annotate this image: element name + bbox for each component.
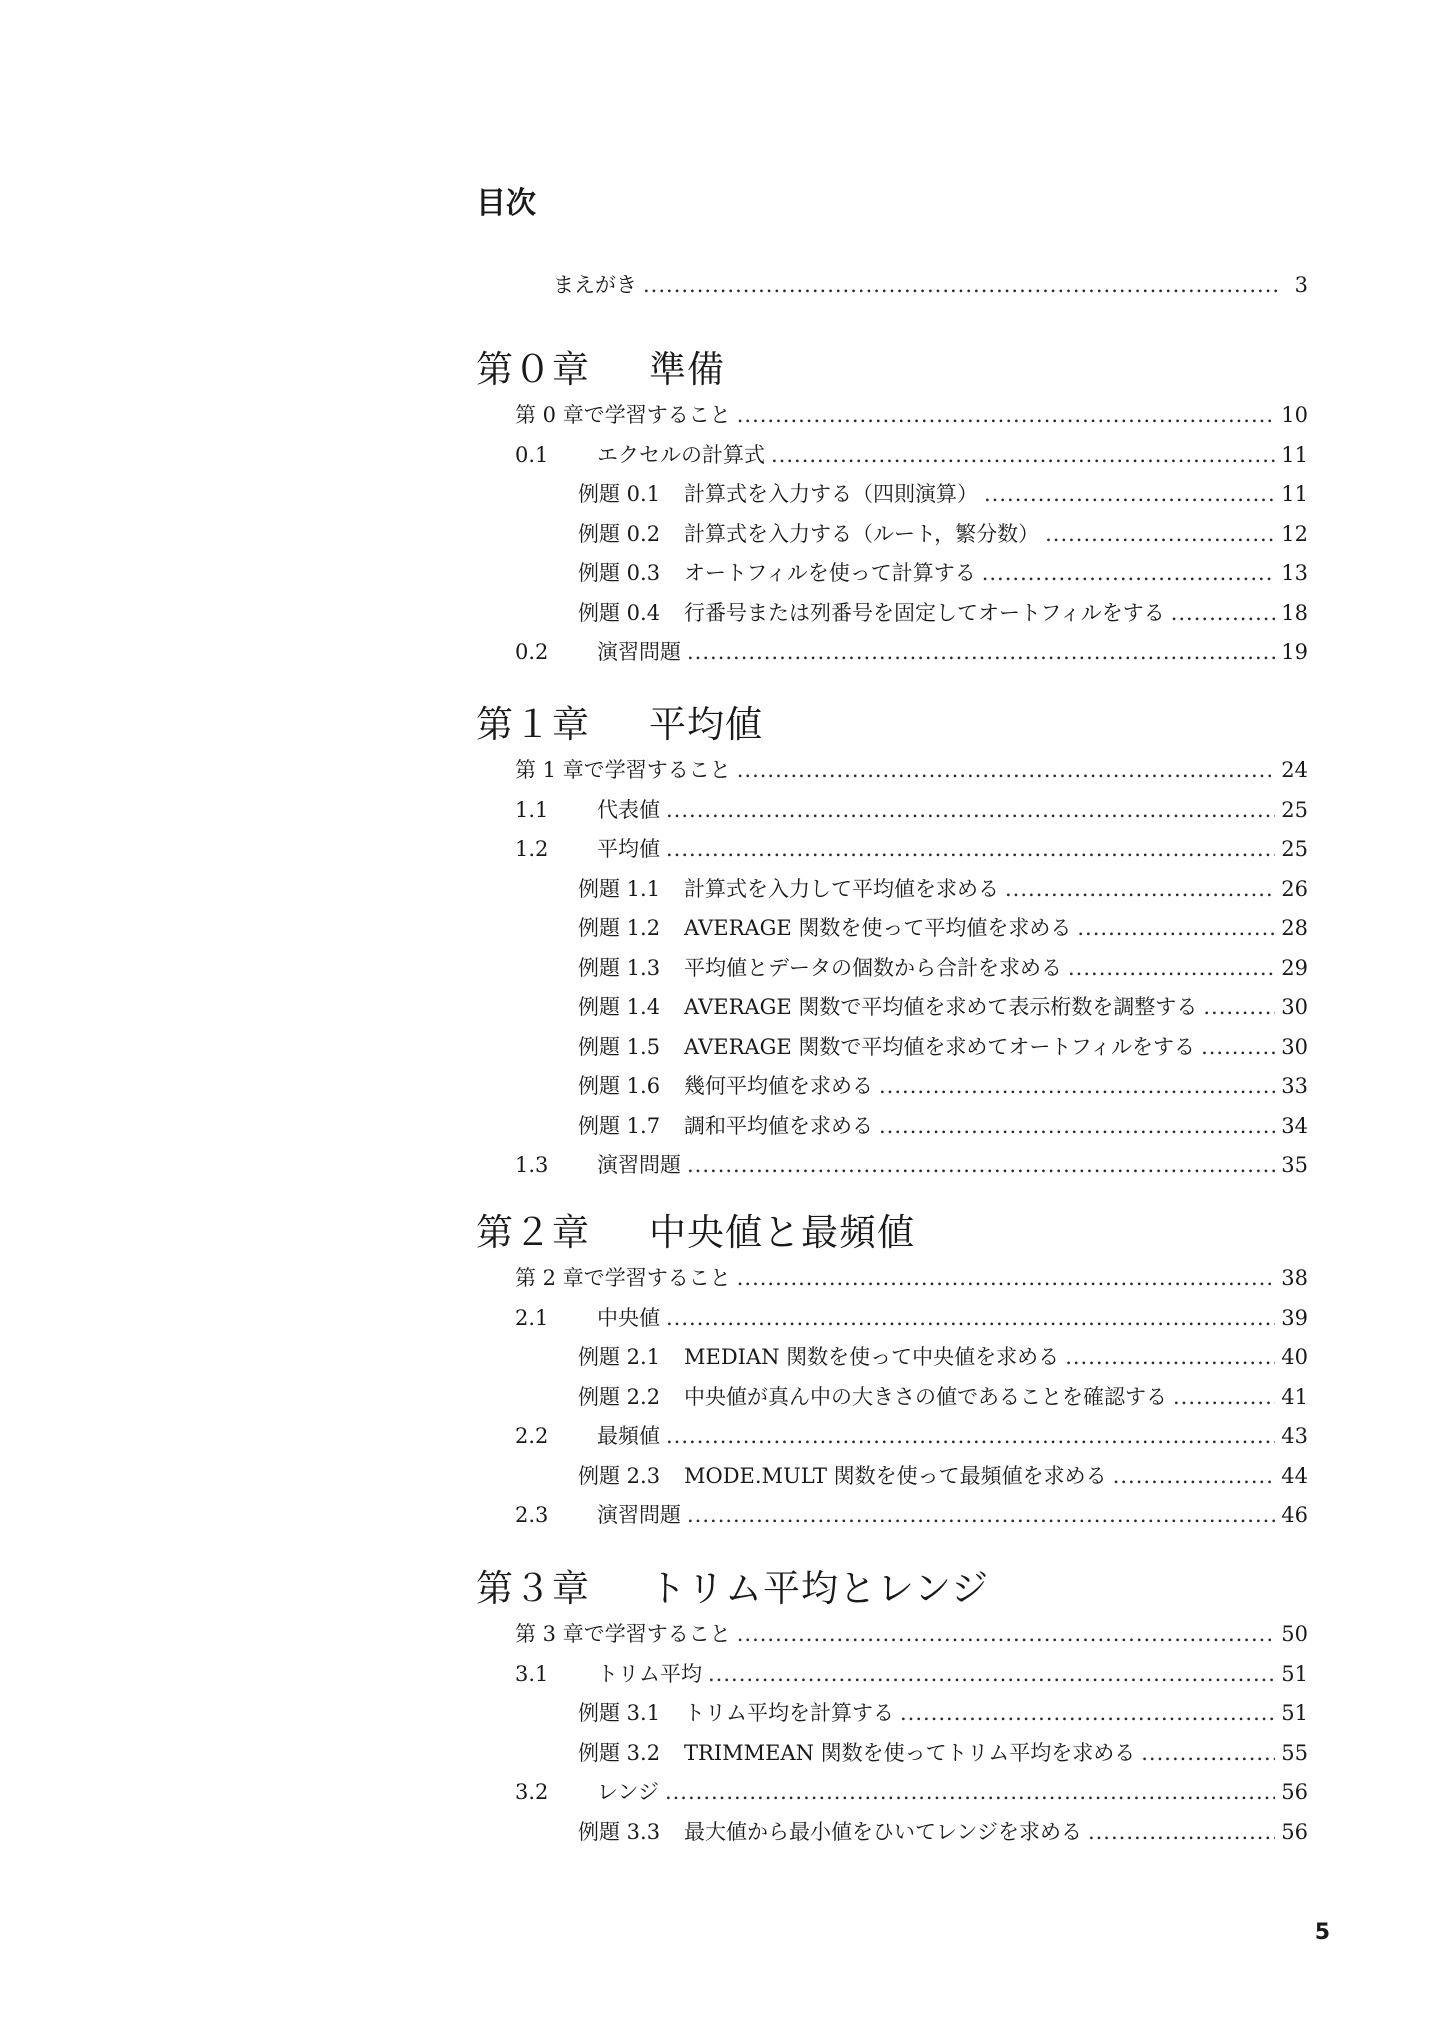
section-number: 3.1	[515, 1661, 549, 1686]
toc-title: 目次	[476, 186, 536, 221]
entry-page-number: 40	[1281, 1345, 1308, 1369]
chapter-block	[476, 1555, 1308, 1852]
entry-page-number: 3	[1294, 273, 1308, 297]
toc-entry-intro[interactable]	[515, 396, 1308, 436]
entry-label: 平均値	[597, 837, 660, 861]
entry-label: 行番号または列番号を固定してオートフィルをする	[684, 600, 1165, 625]
example-number: 例題 3.1	[578, 1701, 661, 1725]
leader-dots	[687, 1146, 1275, 1186]
section-number: 2.3	[515, 1503, 549, 1527]
entry-label: AVERAGE 関数で平均値を求めて表示桁数を調整する	[684, 995, 1198, 1019]
entry-label: 代表値	[597, 797, 660, 822]
leader-dots	[666, 830, 1275, 870]
leader-dots	[1171, 594, 1276, 634]
example-number: 例題 0.4	[578, 600, 661, 625]
example-number: 例題 0.2	[578, 521, 661, 546]
section-number: 1.3	[515, 1153, 549, 1177]
chapter-heading[interactable]	[476, 1555, 1308, 1615]
leader-dots	[982, 554, 1276, 594]
entry-page-number: 46	[1281, 1503, 1308, 1527]
toc-entry-example[interactable]	[578, 594, 1308, 634]
entry-label: 中央値	[597, 1305, 660, 1330]
entry-page-number: 10	[1281, 403, 1308, 427]
toc-entry-example[interactable]	[578, 1734, 1308, 1774]
toc-entry-section[interactable]	[515, 436, 1308, 476]
chapter-number: 第２章	[476, 1211, 590, 1254]
toc-entry-example[interactable]	[578, 870, 1308, 910]
toc-entry-example[interactable]	[578, 1813, 1308, 1853]
example-number: 例題 2.3	[578, 1463, 661, 1488]
entry-page-number: 44	[1281, 1463, 1308, 1488]
entry-page-number: 55	[1281, 1740, 1308, 1765]
entry-label: AVERAGE 関数を使って平均値を求める	[684, 916, 1072, 940]
toc-entry-section[interactable]	[515, 791, 1308, 831]
entry-label: 演習問題	[597, 1503, 681, 1527]
entry-label: 演習問題	[597, 1153, 681, 1177]
chapter-number: 第３章	[476, 1567, 590, 1610]
section-number: 0.1	[515, 442, 549, 467]
leader-dots	[665, 1773, 1275, 1813]
leader-dots	[1068, 949, 1275, 989]
entry-page-number: 28	[1281, 916, 1308, 940]
entry-page-number: 56	[1281, 1819, 1308, 1844]
chapter-title: 中央値と最頻値	[649, 1211, 915, 1254]
leader-dots	[643, 266, 1282, 306]
entry-label: MEDIAN 関数を使って中央値を求める	[684, 1345, 1060, 1369]
entry-label: トリム平均を計算する	[684, 1701, 894, 1725]
chapter-block	[476, 336, 1308, 673]
entry-page-number: 11	[1281, 442, 1308, 467]
leader-dots	[1173, 1378, 1275, 1418]
leader-dots	[1077, 909, 1275, 949]
section-number: 1.1	[515, 797, 549, 822]
entry-label: 計算式を入力して平均値を求める	[684, 876, 999, 901]
entry-label: TRIMMEAN 関数を使ってトリム平均を求める	[684, 1740, 1136, 1765]
entry-label: 第 2 章で学習すること	[515, 1266, 731, 1290]
toc-entry-example[interactable]	[578, 1107, 1308, 1147]
toc-entry-example[interactable]	[578, 475, 1308, 515]
example-number: 例題 1.4	[578, 995, 661, 1019]
leader-dots	[771, 436, 1275, 476]
toc-entry-example[interactable]	[578, 554, 1308, 594]
entry-label: レンジ	[597, 1780, 659, 1804]
example-number: 例題 1.1	[578, 876, 661, 901]
toc-entry-example[interactable]	[578, 909, 1308, 949]
leader-dots	[737, 1259, 1276, 1299]
toc-entry-example[interactable]	[578, 1694, 1308, 1734]
entry-page-number: 33	[1281, 1074, 1308, 1098]
toc-entry-example[interactable]	[578, 1457, 1308, 1497]
entry-label: まえがき	[553, 273, 637, 297]
entry-label: エクセルの計算式	[597, 442, 765, 467]
toc-entry-section[interactable]	[515, 1655, 1308, 1695]
chapter-title: トリム平均とレンジ	[649, 1567, 990, 1610]
entry-page-number: 34	[1281, 1113, 1308, 1138]
example-number: 例題 3.3	[578, 1819, 661, 1844]
leader-dots	[1088, 1813, 1275, 1853]
toc-entry-section[interactable]	[515, 1299, 1308, 1339]
entry-label: 中央値が真ん中の大きさの値であることを確認する	[684, 1384, 1167, 1409]
entry-label: 第 1 章で学習すること	[515, 758, 731, 782]
example-number: 例題 1.5	[578, 1034, 661, 1059]
entry-page-number: 35	[1281, 1153, 1308, 1177]
chapter-block	[476, 691, 1308, 1186]
leader-dots	[1065, 1338, 1275, 1378]
example-number: 例題 1.7	[578, 1113, 661, 1138]
example-number: 例題 0.3	[578, 561, 661, 585]
entry-label: AVERAGE 関数で平均値を求めてオートフィルをする	[684, 1034, 1196, 1059]
toc-entry-section[interactable]	[515, 1146, 1308, 1186]
example-number: 例題 1.2	[578, 916, 661, 940]
entry-page-number: 26	[1281, 876, 1308, 901]
entry-page-number: 39	[1281, 1305, 1308, 1330]
entry-page-number: 25	[1281, 797, 1308, 822]
toc-entry-section[interactable]	[515, 830, 1308, 870]
entry-label: 計算式を入力する（ルート，繁分数）	[684, 521, 1040, 546]
entry-page-number: 19	[1281, 640, 1308, 664]
example-number: 例題 2.2	[578, 1384, 661, 1409]
toc-entry-example[interactable]	[578, 1067, 1308, 1107]
example-number: 例題 1.6	[578, 1074, 661, 1098]
chapter-number: 第１章	[476, 703, 590, 746]
entry-label: 演習問題	[597, 640, 681, 664]
section-number: 2.1	[515, 1305, 549, 1330]
example-number: 例題 2.1	[578, 1345, 661, 1369]
entry-label: 第 3 章で学習すること	[515, 1622, 731, 1646]
entry-page-number: 38	[1281, 1266, 1308, 1290]
toc-entry-example[interactable]	[578, 1378, 1308, 1418]
example-number: 例題 0.1	[578, 482, 661, 506]
chapter-heading[interactable]	[476, 1199, 1308, 1259]
section-number: 1.2	[515, 837, 549, 861]
toc-entry-intro[interactable]	[515, 1259, 1308, 1299]
entry-page-number: 13	[1281, 561, 1308, 585]
leader-dots	[687, 1496, 1275, 1536]
chapter-title: 準備	[649, 348, 725, 391]
entry-label: 幾何平均値を求める	[684, 1074, 873, 1098]
toc-entry-intro[interactable]	[515, 751, 1308, 791]
entry-page-number: 41	[1281, 1384, 1308, 1409]
entry-label: 最頻値	[597, 1424, 660, 1448]
toc-entry-section[interactable]	[515, 633, 1308, 673]
leader-dots	[1113, 1457, 1276, 1497]
leader-dots	[984, 475, 1275, 515]
entry-page-number: 51	[1281, 1661, 1308, 1686]
leader-dots	[687, 633, 1275, 673]
chapter-title: 平均値	[649, 703, 763, 746]
toc-entry-section[interactable]	[515, 1773, 1308, 1813]
leader-dots	[1201, 1028, 1275, 1068]
chapter-number: 第０章	[476, 348, 590, 391]
entry-label: オートフィルを使って計算する	[684, 561, 976, 585]
chapter-block	[476, 1199, 1308, 1536]
leader-dots	[737, 1615, 1276, 1655]
toc-entry-example[interactable]	[578, 988, 1308, 1028]
entry-page-number: 56	[1281, 1780, 1308, 1804]
section-number: 2.2	[515, 1424, 549, 1448]
toc-entry-section[interactable]	[515, 1417, 1308, 1457]
entry-label: 第 0 章で学習すること	[515, 403, 731, 427]
entry-page-number: 51	[1281, 1701, 1308, 1725]
entry-label: 平均値とデータの個数から合計を求める	[684, 955, 1062, 980]
entry-label: 計算式を入力する（四則演算）	[684, 482, 978, 506]
leader-dots	[666, 791, 1275, 831]
entry-label: トリム平均	[597, 1661, 702, 1686]
leader-dots	[666, 1299, 1275, 1339]
leader-dots	[900, 1694, 1275, 1734]
chapter-heading[interactable]	[476, 336, 1308, 396]
entry-page-number: 29	[1281, 955, 1308, 980]
entry-label: MODE.MULT 関数を使って最頻値を求める	[684, 1463, 1107, 1488]
section-number: 0.2	[515, 640, 549, 664]
leader-dots	[1203, 988, 1275, 1028]
leader-dots	[879, 1067, 1275, 1107]
toc-entry-example[interactable]	[578, 949, 1308, 989]
entry-page-number: 24	[1281, 758, 1308, 782]
entry-label: 最大値から最小値をひいてレンジを求める	[684, 1819, 1082, 1844]
entry-page-number: 25	[1281, 837, 1308, 861]
leader-dots	[1045, 515, 1275, 555]
leader-dots	[666, 1417, 1275, 1457]
entry-page-number: 12	[1281, 521, 1308, 546]
entry-page-number: 18	[1281, 600, 1308, 625]
toc-entry-section[interactable]	[515, 1496, 1308, 1536]
leader-dots	[879, 1107, 1275, 1147]
toc-entry-example[interactable]	[578, 1338, 1308, 1378]
toc-entry-example[interactable]	[578, 1028, 1308, 1068]
entry-label: 調和平均値を求める	[684, 1113, 873, 1138]
toc-entry-example[interactable]	[578, 515, 1308, 555]
entry-page-number: 30	[1281, 1034, 1308, 1059]
entry-page-number: 50	[1281, 1622, 1308, 1646]
leader-dots	[737, 751, 1276, 791]
toc-entry-intro[interactable]	[515, 1615, 1308, 1655]
leader-dots	[737, 396, 1276, 436]
example-number: 例題 3.2	[578, 1740, 661, 1765]
leader-dots	[1005, 870, 1275, 910]
entry-page-number: 30	[1281, 995, 1308, 1019]
section-number: 3.2	[515, 1780, 549, 1804]
page-number: 5	[1314, 1920, 1330, 1945]
leader-dots	[708, 1655, 1275, 1695]
toc-entry-preface[interactable]	[553, 266, 1308, 306]
entry-page-number: 43	[1281, 1424, 1308, 1448]
chapter-heading[interactable]	[476, 691, 1308, 751]
entry-page-number: 11	[1281, 482, 1308, 506]
example-number: 例題 1.3	[578, 955, 661, 980]
leader-dots	[1141, 1734, 1275, 1774]
